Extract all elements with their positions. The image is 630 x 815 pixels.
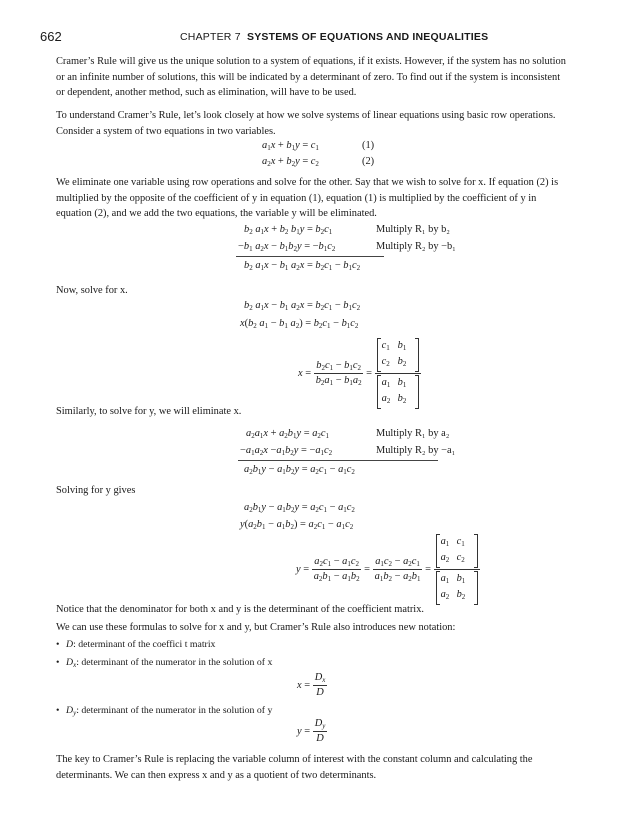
bullet-d: • D: determinant of the coeffici t matrix [66, 639, 215, 650]
elim-x-note-1: Multiply R₁ by b₂ [376, 224, 450, 235]
paragraph-notation: We can use these formulas to solve for x and y, but Cramer’s Rule also introduces new notation: [56, 622, 456, 633]
elim-y-row-2: $-a_1a_2x -a_1b_2y = -a_1c_2$ [240, 445, 333, 457]
paragraph-understand: To understand Cramer’s Rule, let’s look closely at how we solve systems of linear equations using basic row operations. Consider a system of two equations in two variables. [56, 110, 556, 137]
elim-x-sum-rule [236, 256, 384, 257]
elim-y-row-1: $a_2a_1x + a_2b_1y = a_2c_1$ [246, 428, 330, 440]
elim-y-result: $a_2b_1y - a_1b_2y = a_2c_1 - a_1c_2$ [244, 464, 355, 476]
bullet-dx: • $D_x$: determinant of the numerator in the solution of x [66, 657, 272, 669]
page-number: 662 [40, 29, 62, 44]
solve-x-step-2: $x(b_2$ $a_1 - b_1$ $a_2) = b_2c_1 - b_1c_2$ [240, 318, 359, 330]
paragraph-eliminate: We eliminate one variable using row operations and solve for the other. Say that we wish to solve for x. If equation (2) is multiplied by the opposite of the coefficient of y in equation (1), equation (1) is multiplied by the coefficient of y in equation (2), and we add the two equations, the variable y will be eliminated. [56, 177, 559, 220]
y-fraction-1: $\frac{a_2c_1 - a_1c_2}{a_2b_1 - a_1b_2}$ [313, 556, 360, 583]
system-equation-1: $a_1x + b_1y = c_1$ [262, 140, 319, 152]
elim-x-result: $b_2$ $a_1x - b_1$ $a_2x = b_2c_1 - b_1c_2$ [244, 260, 361, 272]
d-matrix-y: $a_1$ $b_1$ $a_2$ $b_2$ [436, 571, 478, 605]
d-matrix: $a_1$ $b_1$ $a_2$ $b_2$ [377, 375, 419, 409]
notation-list [66, 639, 215, 650]
paragraph-similarly: Similarly, to solve for y, we will eliminate x. [56, 406, 242, 417]
chapter-header [180, 31, 488, 43]
paragraph-intro: Cramer’s Rule will give us the unique solution to a system of equations, if it exists. However, if the system has no solution or an infinite number of solutions, this will be indicated by a determinant of zero. To find out if the system is inconsistent or dependent, another method, such as elimination, will have to be used. [56, 56, 566, 99]
elim-y-sum-rule [238, 460, 438, 461]
equation-label-2: (2) [362, 156, 375, 167]
x-determinant-fraction [375, 338, 421, 409]
notation-list-3 [66, 705, 272, 717]
x-equals-dx-over-d: x = $\frac{D_x}{D}$ [297, 672, 326, 698]
elim-y-note-1: Multiply R₁ by a₂ [376, 428, 450, 439]
elim-x-row-2: $-b_1$ $a_2x - b_1b_2y = -b_1c_2$ [238, 241, 336, 253]
system-equation-2: $a_2x + b_2y = c_2$ [262, 156, 319, 168]
elim-y-note-2: Multiply R₂ by −a₁ [376, 445, 456, 456]
cramer-x-formula: x = $\frac{b_2c_1 - b_1c_2}{b_2a_1 - b_1a_2}$ = $c_1$ $b_1$ $c_2$ $b_2$ $a_1$ $b_1$ $a_2$ $b_2$ [298, 338, 421, 409]
elim-x-row-1: $b_2$ $a_1x + b_2$ $b_1y = b_2c_1$ [244, 224, 333, 236]
chapter-title: SYSTEMS OF EQUATIONS AND INEQUALITIES [246, 31, 489, 43]
bullet-dy: • $D_y$: determinant of the numerator in the solution of y [66, 705, 272, 717]
paragraph-solving-y: Solving for y gives [56, 485, 136, 496]
solve-x-step-1: $b_2$ $a_1x - b_1$ $a_2x = b_2c_1 - b_1c_2$ [244, 300, 361, 312]
solve-y-step-1: $a_2b_1y - a_1b_2y = a_2c_1 - a_1c_2$ [244, 502, 355, 514]
y-fraction-2: $\frac{a_1c_2 - a_2c_1}{a_1b_2 - a_2b_1}$ [374, 556, 421, 583]
notation-list-2 [66, 657, 272, 669]
solve-y-step-2: $y(a_2b_1 - a_1b_2) = a_2c_1 - a_1c_2$ [240, 519, 354, 531]
equation-label-1: (1) [362, 140, 375, 151]
elim-x-note-2: Multiply R₂ by −b₁ [376, 241, 456, 252]
paragraph-solve-x: Now, solve for x. [56, 285, 128, 296]
x-fraction: $\frac{b_2c_1 - b_1c_2}{b_2a_1 - b_1a_2}$ [315, 360, 362, 387]
y-determinant-fraction [434, 534, 480, 605]
chapter-label: CHAPTER 7 [180, 31, 241, 43]
y-equals-dy-over-d: y = $\frac{D_y}{D}$ [297, 718, 326, 744]
dy-matrix: $a_1$ $c_1$ $a_2$ $c_2$ [436, 534, 478, 568]
dx-matrix: $c_1$ $b_1$ $c_2$ $b_2$ [377, 338, 419, 372]
cramer-y-formula: y = $\frac{a_2c_1 - a_1c_2}{a_2b_1 - a_1b_2}$ = $\frac{a_1c_2 - a_2c_1}{a_1b_2 - a_2b_1}$ = $a_1$ $c_1$ $a_2$ $c_2$ $a_1$ $b_1$ $a_2$ $b_2$ [296, 534, 480, 605]
paragraph-key: The key to Cramer’s Rule is replacing the variable column of interest with the constant column and calculating the determinants. We can then express x and y as a quotient of two determinants. [56, 754, 533, 781]
paragraph-notice: Notice that the denominator for both x and y is the determinant of the coefficient matrix. [56, 604, 424, 615]
